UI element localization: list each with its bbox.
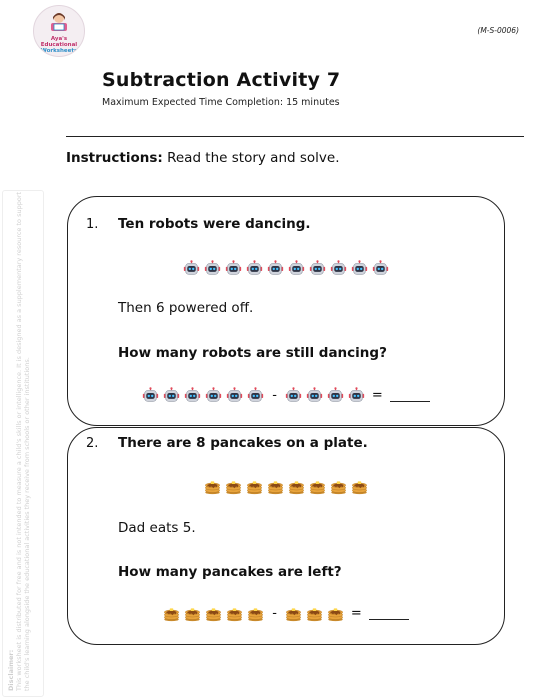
instructions xyxy=(66,150,340,166)
pancake-icon xyxy=(327,605,344,622)
robot-icon xyxy=(327,387,344,404)
robot-icon xyxy=(142,387,159,404)
equals-sign: = xyxy=(371,388,383,403)
robot-icon xyxy=(247,387,264,404)
question-prompt: How many robots are still dancing? xyxy=(118,345,387,361)
logo-text xyxy=(34,36,84,54)
pancake-icon xyxy=(351,478,368,495)
robot-icon xyxy=(372,260,389,277)
minus-sign: - xyxy=(272,606,277,621)
robot-icon xyxy=(205,387,222,404)
robot-icon xyxy=(348,387,365,404)
picture-row xyxy=(68,260,504,277)
pancake-icon xyxy=(267,478,284,495)
pancake-icon xyxy=(204,478,221,495)
picture-row xyxy=(68,478,504,495)
question-number: 1. xyxy=(86,217,99,232)
equation-left-group xyxy=(142,387,264,404)
logo xyxy=(33,5,85,57)
question-card-2 xyxy=(67,427,505,645)
answer-blank[interactable] xyxy=(390,389,430,402)
equation-row xyxy=(68,605,504,622)
question-event: Dad eats 5. xyxy=(118,520,196,536)
question-story: There are 8 pancakes on a plate. xyxy=(118,435,368,451)
question-prompt: How many pancakes are left? xyxy=(118,564,342,580)
page-subtitle: Maximum Expected Time Completion: 15 minutes xyxy=(102,97,340,108)
instructions-label: Instructions: xyxy=(66,150,163,166)
pancake-icon xyxy=(184,605,201,622)
equation-right-group xyxy=(285,387,365,404)
pancake-icon xyxy=(330,478,347,495)
robot-icon xyxy=(285,387,302,404)
pancake-icon xyxy=(246,478,263,495)
pancake-icon xyxy=(163,605,180,622)
pancake-icon xyxy=(288,478,305,495)
robot-icon xyxy=(306,387,323,404)
logo-sub: Worksheets xyxy=(40,48,78,54)
robot-icon xyxy=(330,260,347,277)
disclaimer-text: This worksheet is distributed for free and is not intended to measure a child's skills or intelligence. It is designed as a supplementary resource to support the child's learning alongside the educational activities they receive from schools or other institutions. xyxy=(15,191,31,691)
robot-icon xyxy=(267,260,284,277)
robot-icon xyxy=(309,260,326,277)
pancake-icon xyxy=(205,605,222,622)
pancake-icon xyxy=(285,605,302,622)
page-title: Subtraction Activity 7 xyxy=(102,69,341,91)
instructions-text: Read the story and solve. xyxy=(167,150,340,166)
minus-sign: - xyxy=(272,388,277,403)
pancake-icon xyxy=(309,478,326,495)
equation-left-group xyxy=(163,605,264,622)
robot-icon xyxy=(288,260,305,277)
robot-icon xyxy=(163,387,180,404)
question-event: Then 6 powered off. xyxy=(118,300,254,316)
disclaimer-box xyxy=(2,190,44,697)
robot-icon xyxy=(184,387,201,404)
equation-right-group xyxy=(285,605,344,622)
question-card-1 xyxy=(67,196,505,426)
pancake-icon xyxy=(225,478,242,495)
question-story: Ten robots were dancing. xyxy=(118,216,311,232)
equation-row xyxy=(68,387,504,404)
header-divider xyxy=(66,136,524,137)
answer-blank[interactable] xyxy=(369,607,409,620)
question-number: 2. xyxy=(86,436,99,451)
pancake-icon xyxy=(226,605,243,622)
worksheet-code: (M-S-0006) xyxy=(477,26,519,35)
robot-icon xyxy=(351,260,368,277)
robot-icon xyxy=(204,260,221,277)
robot-icon xyxy=(225,260,242,277)
pancake-icon xyxy=(306,605,323,622)
disclaimer-heading: Disclaimer: xyxy=(7,649,15,691)
robot-icon xyxy=(246,260,263,277)
robot-icon xyxy=(183,260,200,277)
pancake-icon xyxy=(247,605,264,622)
robot-icon xyxy=(226,387,243,404)
equals-sign: = xyxy=(350,606,362,621)
girl-reading-icon xyxy=(46,11,72,33)
logo-brand: Aya's Educational xyxy=(40,36,78,48)
